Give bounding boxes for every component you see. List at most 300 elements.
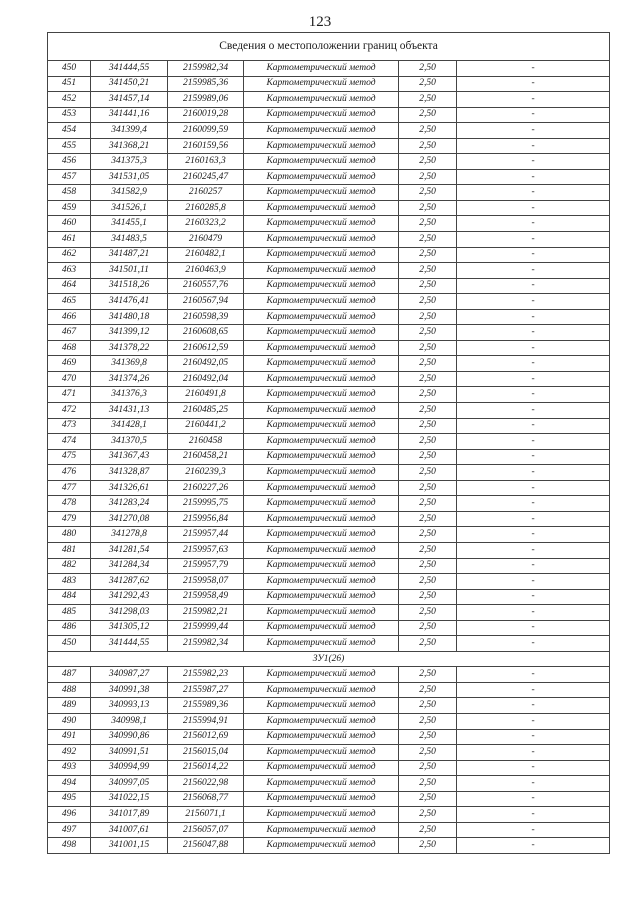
boundary-coordinates-table (47, 32, 610, 854)
table-row (48, 807, 610, 823)
coordinate-y-cell: 2159982,21 (168, 605, 244, 621)
method-cell: Картометрический метод (244, 76, 399, 92)
point-number-cell: 481 (48, 542, 91, 558)
coordinate-x-cell: 341369,8 (91, 356, 168, 372)
coordinate-y-cell: 2160441,2 (168, 418, 244, 434)
method-cell: Картометрический метод (244, 403, 399, 419)
note-cell: - (457, 620, 610, 636)
note-cell: - (457, 807, 610, 823)
coordinate-y-cell: 2160323,2 (168, 216, 244, 232)
coordinate-y-cell: 2156012,69 (168, 729, 244, 745)
table-row (48, 542, 610, 558)
coordinate-x-cell: 340990,86 (91, 729, 168, 745)
coordinate-x-cell: 341487,21 (91, 247, 168, 263)
note-cell: - (457, 698, 610, 714)
table-row (48, 682, 610, 698)
point-number-cell: 459 (48, 200, 91, 216)
note-cell: - (457, 791, 610, 807)
point-number-cell: 450 (48, 61, 91, 77)
table-row (48, 371, 610, 387)
point-number-cell: 483 (48, 574, 91, 590)
method-cell: Картометрический метод (244, 185, 399, 201)
method-cell: Картометрический метод (244, 574, 399, 590)
note-cell: - (457, 216, 610, 232)
point-number-cell: 476 (48, 465, 91, 481)
accuracy-cell: 2,50 (399, 776, 457, 792)
point-number-cell: 485 (48, 605, 91, 621)
table-row (48, 745, 610, 761)
accuracy-cell: 2,50 (399, 325, 457, 341)
point-number-cell: 461 (48, 232, 91, 248)
accuracy-cell: 2,50 (399, 340, 457, 356)
note-cell: - (457, 340, 610, 356)
note-cell: - (457, 729, 610, 745)
note-cell: - (457, 636, 610, 652)
coordinate-y-cell: 2160485,25 (168, 403, 244, 419)
accuracy-cell: 2,50 (399, 232, 457, 248)
method-cell: Картометрический метод (244, 154, 399, 170)
coordinate-y-cell: 2159958,07 (168, 574, 244, 590)
coordinate-x-cell: 341305,12 (91, 620, 168, 636)
note-cell: - (457, 169, 610, 185)
accuracy-cell: 2,50 (399, 698, 457, 714)
table-row (48, 356, 610, 372)
point-number-cell: 478 (48, 496, 91, 512)
accuracy-cell: 2,50 (399, 216, 457, 232)
table-row (48, 61, 610, 77)
point-number-cell: 466 (48, 309, 91, 325)
coordinate-y-cell: 2160458,21 (168, 449, 244, 465)
accuracy-cell: 2,50 (399, 76, 457, 92)
coordinate-y-cell: 2156071,1 (168, 807, 244, 823)
point-number-cell: 464 (48, 278, 91, 294)
accuracy-cell: 2,50 (399, 465, 457, 481)
coordinate-y-cell: 2160159,56 (168, 138, 244, 154)
point-number-cell: 488 (48, 682, 91, 698)
accuracy-cell: 2,50 (399, 542, 457, 558)
coordinate-x-cell: 341399,12 (91, 325, 168, 341)
coordinate-x-cell: 341480,18 (91, 309, 168, 325)
coordinate-x-cell: 341284,34 (91, 558, 168, 574)
point-number-cell: 498 (48, 838, 91, 854)
coordinate-y-cell: 2160227,26 (168, 480, 244, 496)
point-number-cell: 473 (48, 418, 91, 434)
point-number-cell: 487 (48, 667, 91, 683)
accuracy-cell: 2,50 (399, 356, 457, 372)
method-cell: Картометрический метод (244, 822, 399, 838)
point-number-cell: 470 (48, 371, 91, 387)
table-row (48, 138, 610, 154)
note-cell: - (457, 107, 610, 123)
table-row (48, 527, 610, 543)
accuracy-cell: 2,50 (399, 589, 457, 605)
coordinate-y-cell: 2159957,79 (168, 558, 244, 574)
point-number-cell: 467 (48, 325, 91, 341)
table-header-row (48, 33, 610, 61)
method-cell: Картометрический метод (244, 138, 399, 154)
table-row (48, 200, 610, 216)
coordinate-x-cell: 341531,05 (91, 169, 168, 185)
point-number-cell: 457 (48, 169, 91, 185)
coordinate-y-cell: 2159995,75 (168, 496, 244, 512)
coordinate-x-cell: 341444,55 (91, 61, 168, 77)
note-cell: - (457, 838, 610, 854)
coordinate-x-cell: 340993,13 (91, 698, 168, 714)
accuracy-cell: 2,50 (399, 574, 457, 590)
coordinate-x-cell: 341518,26 (91, 278, 168, 294)
note-cell: - (457, 542, 610, 558)
table-row (48, 434, 610, 450)
table-row (48, 667, 610, 683)
point-number-cell: 482 (48, 558, 91, 574)
point-number-cell: 497 (48, 822, 91, 838)
coordinate-y-cell: 2155989,36 (168, 698, 244, 714)
method-cell: Картометрический метод (244, 92, 399, 108)
method-cell: Картометрический метод (244, 760, 399, 776)
coordinate-x-cell: 341370,5 (91, 434, 168, 450)
method-cell: Картометрический метод (244, 387, 399, 403)
accuracy-cell: 2,50 (399, 480, 457, 496)
accuracy-cell: 2,50 (399, 822, 457, 838)
coordinate-y-cell: 2159958,49 (168, 589, 244, 605)
coordinate-y-cell: 2155994,91 (168, 713, 244, 729)
table-row (48, 247, 610, 263)
note-cell: - (457, 294, 610, 310)
point-number-cell: 489 (48, 698, 91, 714)
coordinate-y-cell: 2160285,8 (168, 200, 244, 216)
method-cell: Картометрический метод (244, 434, 399, 450)
accuracy-cell: 2,50 (399, 309, 457, 325)
method-cell: Картометрический метод (244, 511, 399, 527)
coordinate-x-cell: 341001,15 (91, 838, 168, 854)
coordinate-y-cell: 2160612,59 (168, 340, 244, 356)
point-number-cell: 455 (48, 138, 91, 154)
method-cell: Картометрический метод (244, 589, 399, 605)
note-cell: - (457, 387, 610, 403)
note-cell: - (457, 403, 610, 419)
point-number-cell: 468 (48, 340, 91, 356)
method-cell: Картометрический метод (244, 682, 399, 698)
coordinate-y-cell: 2160458 (168, 434, 244, 450)
table-body (48, 33, 610, 854)
point-number-cell: 474 (48, 434, 91, 450)
coordinate-y-cell: 2160492,04 (168, 371, 244, 387)
coordinate-y-cell: 2156022,98 (168, 776, 244, 792)
note-cell: - (457, 92, 610, 108)
point-number-cell: 471 (48, 387, 91, 403)
coordinate-y-cell: 2160491,8 (168, 387, 244, 403)
table-row (48, 278, 610, 294)
point-number-cell: 452 (48, 92, 91, 108)
note-cell: - (457, 278, 610, 294)
accuracy-cell: 2,50 (399, 138, 457, 154)
note-cell: - (457, 496, 610, 512)
table-row (48, 449, 610, 465)
method-cell: Картометрический метод (244, 776, 399, 792)
point-number-cell: 462 (48, 247, 91, 263)
method-cell: Картометрический метод (244, 200, 399, 216)
accuracy-cell: 2,50 (399, 791, 457, 807)
table-row (48, 822, 610, 838)
method-cell: Картометрический метод (244, 480, 399, 496)
table-row (48, 838, 610, 854)
point-number-cell: 486 (48, 620, 91, 636)
point-number-cell: 491 (48, 729, 91, 745)
note-cell: - (457, 123, 610, 139)
method-cell: Картометрический метод (244, 620, 399, 636)
coordinate-x-cell: 341283,24 (91, 496, 168, 512)
note-cell: - (457, 713, 610, 729)
coordinate-x-cell: 341526,1 (91, 200, 168, 216)
table-row (48, 620, 610, 636)
accuracy-cell: 2,50 (399, 92, 457, 108)
accuracy-cell: 2,50 (399, 496, 457, 512)
accuracy-cell: 2,50 (399, 107, 457, 123)
point-number-cell: 453 (48, 107, 91, 123)
table-row (48, 480, 610, 496)
method-cell: Картометрический метод (244, 636, 399, 652)
accuracy-cell: 2,50 (399, 154, 457, 170)
note-cell: - (457, 232, 610, 248)
coordinate-x-cell: 341428,1 (91, 418, 168, 434)
accuracy-cell: 2,50 (399, 713, 457, 729)
table-row (48, 294, 610, 310)
accuracy-cell: 2,50 (399, 371, 457, 387)
table-row (48, 154, 610, 170)
accuracy-cell: 2,50 (399, 558, 457, 574)
coordinate-x-cell: 340994,99 (91, 760, 168, 776)
method-cell: Картометрический метод (244, 309, 399, 325)
coordinate-y-cell: 2155982,23 (168, 667, 244, 683)
coordinate-y-cell: 2160257 (168, 185, 244, 201)
note-cell: - (457, 527, 610, 543)
point-number-cell: 480 (48, 527, 91, 543)
table-row (48, 216, 610, 232)
table-row (48, 791, 610, 807)
table-row (48, 760, 610, 776)
note-cell: - (457, 76, 610, 92)
coordinate-x-cell: 341582,9 (91, 185, 168, 201)
method-cell: Картометрический метод (244, 698, 399, 714)
note-cell: - (457, 434, 610, 450)
note-cell: - (457, 61, 610, 77)
method-cell: Картометрический метод (244, 325, 399, 341)
coordinate-y-cell: 2160239,3 (168, 465, 244, 481)
table-row (48, 698, 610, 714)
coordinate-y-cell: 2156068,77 (168, 791, 244, 807)
table-row (48, 636, 610, 652)
coordinate-y-cell: 2160019,28 (168, 107, 244, 123)
table-row (48, 92, 610, 108)
method-cell: Картометрический метод (244, 791, 399, 807)
coordinate-x-cell: 341287,62 (91, 574, 168, 590)
note-cell: - (457, 247, 610, 263)
accuracy-cell: 2,50 (399, 527, 457, 543)
note-cell: - (457, 589, 610, 605)
coordinate-x-cell: 340991,38 (91, 682, 168, 698)
table-row (48, 123, 610, 139)
note-cell: - (457, 449, 610, 465)
point-number-cell: 490 (48, 713, 91, 729)
method-cell: Картометрический метод (244, 263, 399, 279)
table-row (48, 76, 610, 92)
coordinate-y-cell: 2159989,06 (168, 92, 244, 108)
method-cell: Картометрический метод (244, 294, 399, 310)
point-number-cell: 454 (48, 123, 91, 139)
method-cell: Картометрический метод (244, 418, 399, 434)
coordinate-y-cell: 2160482,1 (168, 247, 244, 263)
accuracy-cell: 2,50 (399, 294, 457, 310)
table-row (48, 776, 610, 792)
accuracy-cell: 2,50 (399, 200, 457, 216)
coordinate-x-cell: 340998,1 (91, 713, 168, 729)
method-cell: Картометрический метод (244, 558, 399, 574)
method-cell: Картометрический метод (244, 449, 399, 465)
method-cell: Картометрический метод (244, 745, 399, 761)
coordinate-x-cell: 341444,55 (91, 636, 168, 652)
note-cell: - (457, 309, 610, 325)
note-cell: - (457, 263, 610, 279)
method-cell: Картометрический метод (244, 527, 399, 543)
coordinate-x-cell: 341450,21 (91, 76, 168, 92)
note-cell: - (457, 480, 610, 496)
coordinate-x-cell: 341501,11 (91, 263, 168, 279)
coordinate-x-cell: 341483,5 (91, 232, 168, 248)
accuracy-cell: 2,50 (399, 511, 457, 527)
point-number-cell: 496 (48, 807, 91, 823)
coordinate-x-cell: 341457,14 (91, 92, 168, 108)
coordinate-x-cell: 341292,43 (91, 589, 168, 605)
coordinate-x-cell: 341455,1 (91, 216, 168, 232)
accuracy-cell: 2,50 (399, 838, 457, 854)
accuracy-cell: 2,50 (399, 760, 457, 776)
table-row (48, 185, 610, 201)
point-number-cell: 484 (48, 589, 91, 605)
note-cell: - (457, 682, 610, 698)
table-row (48, 729, 610, 745)
method-cell: Картометрический метод (244, 729, 399, 745)
coordinate-x-cell: 341022,15 (91, 791, 168, 807)
accuracy-cell: 2,50 (399, 403, 457, 419)
accuracy-cell: 2,50 (399, 61, 457, 77)
note-cell: - (457, 325, 610, 341)
accuracy-cell: 2,50 (399, 745, 457, 761)
coordinate-x-cell: 341441,16 (91, 107, 168, 123)
coordinate-y-cell: 2160245,47 (168, 169, 244, 185)
method-cell: Картометрический метод (244, 838, 399, 854)
accuracy-cell: 2,50 (399, 449, 457, 465)
point-number-cell: 477 (48, 480, 91, 496)
coordinate-y-cell: 2156057,07 (168, 822, 244, 838)
method-cell: Картометрический метод (244, 496, 399, 512)
accuracy-cell: 2,50 (399, 387, 457, 403)
table-row (48, 418, 610, 434)
note-cell: - (457, 558, 610, 574)
table-row (48, 403, 610, 419)
accuracy-cell: 2,50 (399, 247, 457, 263)
coordinate-y-cell: 2159985,36 (168, 76, 244, 92)
method-cell: Картометрический метод (244, 61, 399, 77)
method-cell: Картометрический метод (244, 107, 399, 123)
coordinate-y-cell: 2155987,27 (168, 682, 244, 698)
table-row (48, 387, 610, 403)
point-number-cell: 493 (48, 760, 91, 776)
method-cell: Картометрический метод (244, 247, 399, 263)
coordinate-x-cell: 341375,3 (91, 154, 168, 170)
note-cell: - (457, 760, 610, 776)
note-cell: - (457, 418, 610, 434)
method-cell: Картометрический метод (244, 169, 399, 185)
table-row (48, 340, 610, 356)
coordinate-y-cell: 2159982,34 (168, 61, 244, 77)
point-number-cell: 465 (48, 294, 91, 310)
coordinate-y-cell: 2156014,22 (168, 760, 244, 776)
note-cell: - (457, 776, 610, 792)
table-row (48, 232, 610, 248)
point-number-cell: 495 (48, 791, 91, 807)
note-cell: - (457, 605, 610, 621)
point-number-cell: 472 (48, 403, 91, 419)
coordinate-y-cell: 2160479 (168, 232, 244, 248)
accuracy-cell: 2,50 (399, 667, 457, 683)
method-cell: Картометрический метод (244, 278, 399, 294)
point-number-cell: 451 (48, 76, 91, 92)
coordinate-y-cell: 2160567,94 (168, 294, 244, 310)
table-row (48, 309, 610, 325)
coordinate-y-cell: 2160608,65 (168, 325, 244, 341)
note-cell: - (457, 356, 610, 372)
accuracy-cell: 2,50 (399, 263, 457, 279)
coordinate-x-cell: 341007,61 (91, 822, 168, 838)
note-cell: - (457, 574, 610, 590)
table-title: Сведения о местоположении границ объекта (48, 33, 610, 61)
note-cell: - (457, 465, 610, 481)
accuracy-cell: 2,50 (399, 636, 457, 652)
method-cell: Картометрический метод (244, 667, 399, 683)
coordinate-y-cell: 2160163,3 (168, 154, 244, 170)
coordinate-x-cell: 340991,51 (91, 745, 168, 761)
table-row (48, 589, 610, 605)
method-cell: Картометрический метод (244, 542, 399, 558)
method-cell: Картометрический метод (244, 713, 399, 729)
point-number-cell: 460 (48, 216, 91, 232)
note-cell: - (457, 200, 610, 216)
table-row (48, 511, 610, 527)
coordinate-y-cell: 2159999,44 (168, 620, 244, 636)
coordinate-y-cell: 2160557,76 (168, 278, 244, 294)
table-row (48, 107, 610, 123)
coordinate-y-cell: 2156047,88 (168, 838, 244, 854)
table-row (48, 558, 610, 574)
coordinate-x-cell: 341281,54 (91, 542, 168, 558)
point-number-cell: 475 (48, 449, 91, 465)
accuracy-cell: 2,50 (399, 169, 457, 185)
coordinate-x-cell: 341270,08 (91, 511, 168, 527)
note-cell: - (457, 822, 610, 838)
coordinate-x-cell: 341476,41 (91, 294, 168, 310)
accuracy-cell: 2,50 (399, 418, 457, 434)
coordinate-y-cell: 2159982,34 (168, 636, 244, 652)
coordinates-sheet (47, 32, 609, 854)
coordinate-x-cell: 341376,3 (91, 387, 168, 403)
accuracy-cell: 2,50 (399, 434, 457, 450)
point-number-cell: 456 (48, 154, 91, 170)
coordinate-x-cell: 341399,4 (91, 123, 168, 139)
coordinate-y-cell: 2159957,44 (168, 527, 244, 543)
table-row (48, 263, 610, 279)
table-row (48, 496, 610, 512)
note-cell: - (457, 138, 610, 154)
